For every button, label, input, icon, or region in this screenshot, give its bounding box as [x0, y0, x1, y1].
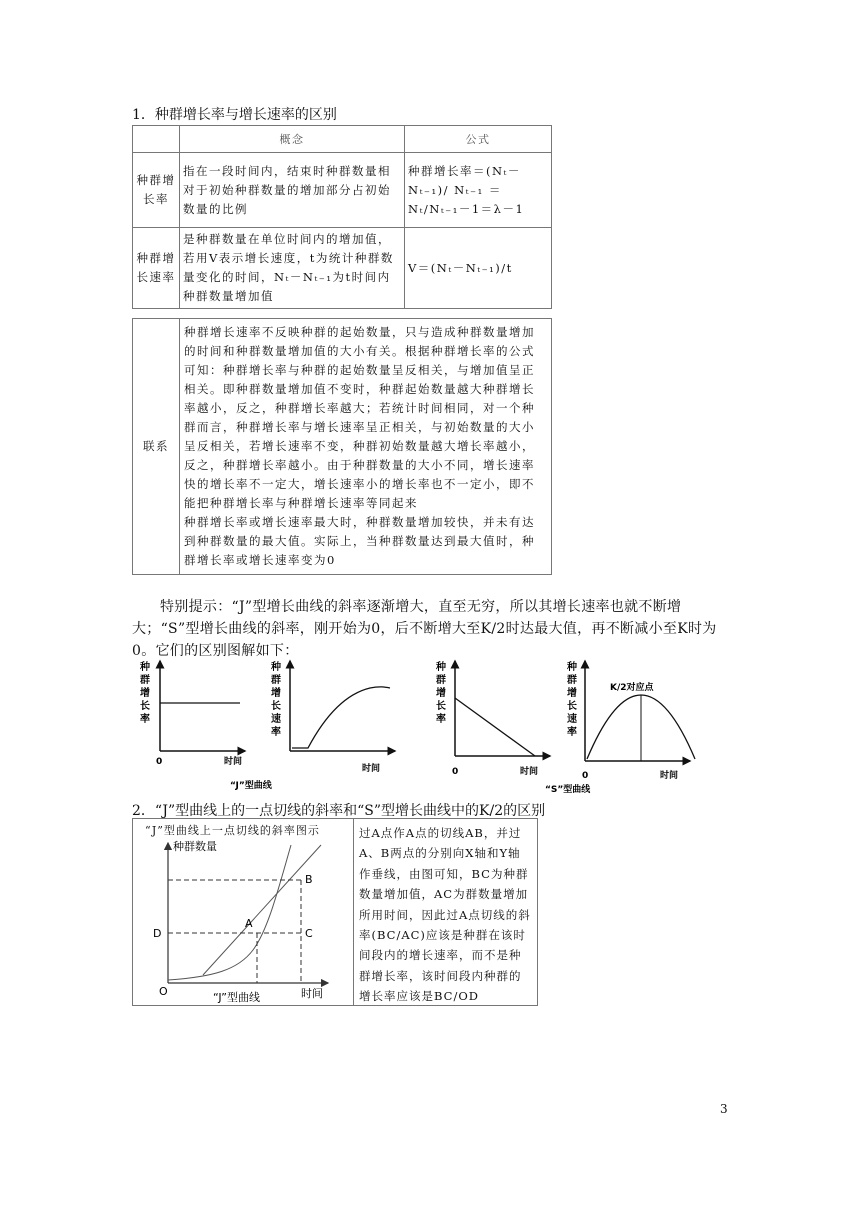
s-rate-origin: 0: [452, 767, 459, 777]
row-label-growth-speed: 种群增长速率: [133, 228, 180, 309]
j-growth-speed-graph: [270, 660, 395, 774]
j-caption: “J”型曲线: [230, 781, 272, 791]
table-header-row: [133, 126, 552, 153]
j-rate-xlabel: 时间: [224, 757, 243, 767]
growth-curves-figure: [130, 656, 710, 796]
formula-growth-speed: V＝(Nₜ－Nₜ₋₁)/t: [405, 228, 552, 309]
section-1-title: 1．种群增长率与增长速率的区别: [132, 107, 337, 123]
tangent-figure: [133, 835, 353, 1005]
page-number: 3: [720, 1102, 728, 1116]
tangent-xlabel: 时间: [301, 987, 323, 1000]
s-growth-speed-graph: [566, 660, 695, 781]
tangent-line: [203, 845, 321, 975]
s-speed-origin: 0: [582, 771, 589, 781]
j-rate-ylabel: 种群增长率: [140, 662, 150, 725]
relation-text-2: 种群增长率或增长速率最大时，种群数量增加较快，并未有达到种群数量的最大值。实际上，当种群数量达到最大值时，种群增长率或增长速率变为0: [184, 515, 535, 567]
table-row-growth-rate: [133, 153, 552, 228]
row-label-growth-rate: 种群增长率: [133, 153, 180, 228]
relation-row: [133, 319, 552, 575]
s-rate-ylabel: 种群增长率: [436, 662, 446, 725]
tangent-figure-title: “J”型曲线上一点切线的斜率图示: [145, 824, 320, 837]
j-speed-ylabel: 种群增长速率: [271, 662, 281, 738]
section-2-title: 2．“J”型曲线上的一点切线的斜率和“S”型增长曲线中的K/2的区别: [132, 803, 546, 819]
relation-table: [132, 318, 552, 575]
s-caption: “S”型曲线: [545, 785, 591, 795]
formula-growth-rate: 种群增长率＝(Nₜ－Nₜ₋₁)/ Nₜ₋₁ ＝ Nₜ/Nₜ₋₁－1＝λ－1: [405, 153, 552, 228]
special-tip: 特别提示：“J”型增长曲线的斜率逐渐增大，直至无穷，所以其增长速率也就不断增大；“S”型增长曲线的斜率，刚开始为0，后不断增大至K/2时达最大值，再不断减小至K时为0。它们的区别图解如下：: [132, 599, 717, 659]
j-speed-curve: [292, 687, 390, 748]
concept-growth-speed: 是种群数量在单位时间内的增加值，若用V表示增长速度，t为统计种群数量变化的时间，Nₜ－Nₜ₋₁为t时间内种群数量增加值: [180, 228, 405, 309]
j-growth-rate-graph: [139, 660, 245, 767]
concept-growth-rate: 指在一段时间内，结束时种群数量相对于初始种群数量的增加部分占初始数量的比例: [180, 153, 405, 228]
table-row-growth-speed: [133, 228, 552, 309]
j-rate-origin: 0: [156, 757, 163, 767]
point-a: A: [245, 917, 253, 930]
relation-label: 联系: [133, 319, 180, 575]
point-o: O: [159, 985, 168, 998]
point-d: D: [153, 927, 162, 940]
s-speed-ylabel: 种群增长速率: [567, 662, 577, 738]
point-b: B: [305, 873, 313, 886]
header-formula: 公式: [405, 126, 552, 153]
j-speed-xlabel: 时间: [362, 764, 381, 774]
s-rate-xlabel: 时间: [520, 767, 539, 777]
s-speed-xlabel: 时间: [660, 771, 679, 781]
relation-text-1: 种群增长速率不反映种群的起始数量，只与造成种群数量增加的时间和种群数量增加值的大小有关。根据种群增长率的公式可知：种群增长率与种群的起始数量呈反相关，与增加值呈正相关。即种群数量增加值不变时，种群起始数量越大种群增长率越小，反之，种群增长率越大；若统计时间相同，对一个种群而言，种群增长率与增长速率呈正相关，与初始数量的大小呈反相关，若增长速率不变，种群初始数量越大增长率越小，反之，种群增长率越小。由于种群数量的大小不同，增长速率快的增长率不一定大，增长速率小的增长率也不一定小，即不能把种群增长率与种群增长速率等同起来: [184, 325, 535, 510]
tangent-table: [132, 818, 538, 1006]
tangent-caption: “J”型曲线: [213, 991, 260, 1004]
j-curve: [168, 845, 291, 980]
header-concept: 概念: [180, 126, 405, 153]
tangent-ylabel: 种群数量: [173, 840, 217, 853]
comparison-table: [132, 125, 552, 309]
tangent-explanation: 过A点作A点的切线AB，并过A、B两点的分别向X轴和Y轴作垂线，由图可知，BC为种群数量增加值，AC为群数量增加所用时间，因此过A点切线的斜率(BC/AC)应该是种群在该时间段内的增长速率，而不是种群增长率，该时间段内种群的增长率应该是BC/OD: [359, 826, 531, 1004]
k2-label: K/2对应点: [610, 683, 654, 693]
point-c: C: [305, 927, 313, 940]
s-growth-rate-graph: [435, 660, 550, 777]
s-rate-line: [455, 698, 535, 756]
